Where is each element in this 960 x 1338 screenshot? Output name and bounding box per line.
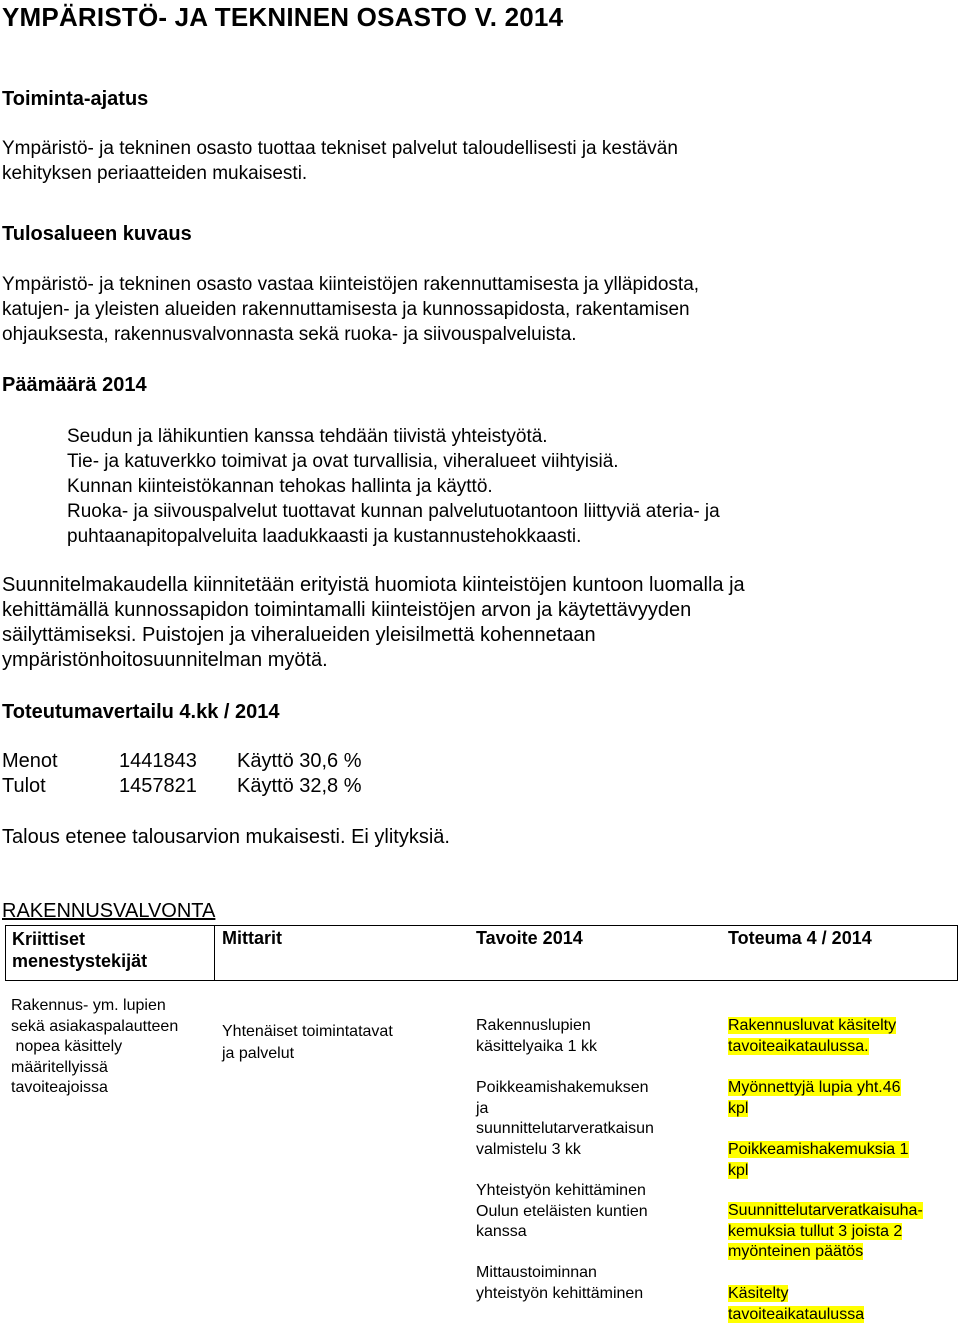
toteuma-block-5 <box>728 1284 864 1325</box>
toiminta-line: kehityksen periaatteiden mukaisesti. <box>2 163 308 184</box>
suunnitelma-text <box>2 573 745 673</box>
header-toteuma: Toteuma 4 / 2014 <box>728 928 872 948</box>
col4-highlight: myönteinen päätös <box>728 1243 864 1260</box>
col3-line: Rakennuslupien <box>476 1017 591 1034</box>
col4-line <box>728 1242 923 1263</box>
col-kriittiset <box>11 996 178 1099</box>
toteuma-block-2 <box>728 1078 901 1119</box>
toteuma-block-3 <box>728 1140 909 1181</box>
col4-line <box>728 1284 864 1305</box>
col1-line: nopea käsittely <box>11 1038 123 1055</box>
col4-highlight: kpl <box>728 1161 749 1179</box>
toteuma-block-4 <box>728 1201 923 1263</box>
document-title: YMPÄRISTÖ- JA TEKNINEN OSASTO V. 2014 <box>2 2 564 32</box>
col1-line: sekä asiakaspalautteen <box>11 1017 179 1035</box>
suunnitelma-line: Suunnitelmakaudella kiinnitetään erityistä huomiota kiinteistöjen kuntoon luomalla ja <box>2 574 745 596</box>
col-mittarit <box>222 1021 393 1065</box>
header-kriittiset <box>12 928 147 972</box>
suunnitelma-line: säilyttämiseksi. Puistojen ja viheralueiden yleisilmettä kohennetaan <box>2 624 596 646</box>
col4-line <box>728 1222 923 1243</box>
col4-line <box>728 1140 909 1161</box>
tavoite-block-1 <box>476 1016 597 1057</box>
tulosalue-heading: Tulosalueen kuvaus <box>2 223 192 245</box>
col3-line: ja <box>476 1099 489 1117</box>
paamaara-item: Seudun ja lähikuntien kanssa tehdään tiivistä yhteistyötä. <box>67 426 548 447</box>
paamaara-item: puhtaanapitopalveluita laadukkaasti ja kustannustehokkaasti. <box>67 526 582 547</box>
col3-line: Oulun eteläisten kuntien <box>476 1202 648 1220</box>
col3-line: suunnittelutarveratkaisun <box>476 1120 654 1137</box>
toiminta-line: Ympäristö- ja tekninen osasto tuottaa tekniset palvelut taloudellisesti ja kestävän <box>2 138 678 159</box>
tavoite-block-3 <box>476 1181 648 1243</box>
table-border-right <box>957 925 958 980</box>
table-border-top <box>5 925 958 926</box>
header-kriittiset-line: Kriittiset <box>12 929 86 949</box>
table-border-left <box>5 925 6 980</box>
tulosalue-text <box>2 272 699 347</box>
header-tavoite: Tavoite 2014 <box>476 928 583 948</box>
suunnitelma-line: ympäristönhoitosuunnitelman myötä. <box>2 649 328 671</box>
col1-line: Rakennus- ym. lupien <box>11 997 166 1014</box>
col4-line <box>728 1305 864 1326</box>
col4-highlight: Myönnettyjä lupia yht.46 <box>728 1079 901 1096</box>
col2-line: ja palvelut <box>222 1045 295 1062</box>
tulosalue-line: ohjauksesta, rakennusvalvonnasta sekä ruoka- ja siivouspalveluista. <box>2 324 577 345</box>
col3-line: käsittelyaika 1 kk <box>476 1037 597 1055</box>
paamaara-item: Tie- ja katuverkko toimivat ja ovat turvallisia, viheralueet viihtyisiä. <box>67 451 619 472</box>
col3-line: Mittaustoiminnan <box>476 1264 597 1281</box>
col4-highlight: Rakennusluvat käsitelty <box>728 1017 897 1034</box>
paamaara-item: Ruoka- ja siivouspalvelut tuottavat kunnan palvelutuotantoon liittyviä ateria- ja <box>67 501 720 522</box>
toteutuma-row-tulot-label: Tulot <box>2 775 46 797</box>
col3-line: Poikkeamishakemuksen <box>476 1079 649 1096</box>
paamaara-item: Kunnan kiinteistökannan tehokas hallinta ja käyttö. <box>67 476 493 497</box>
toteutuma-row-menot-usage: Käyttö 30,6 % <box>237 750 362 772</box>
suunnitelma-line: kehittämällä kunnossapidon toimintamalli kiinteistöjen arvon ja käytettävyyden <box>2 599 692 621</box>
col4-highlight: kpl <box>728 1099 749 1117</box>
toteutuma-heading: Toteutumavertailu 4.kk / 2014 <box>2 701 280 723</box>
tavoite-block-2 <box>476 1078 654 1160</box>
col1-line: määritellyissä <box>11 1058 108 1076</box>
col3-line: Yhteistyön kehittäminen <box>476 1182 646 1199</box>
col4-line <box>728 1016 896 1037</box>
col3-line: valmistelu 3 kk <box>476 1140 581 1158</box>
col2-line: Yhtenäiset toimintatavat <box>222 1023 393 1040</box>
tulosalue-line: Ympäristö- ja tekninen osasto vastaa kiinteistöjen rakennuttamisesta ja ylläpidosta, <box>2 274 700 295</box>
header-kriittiset-line: menestystekijät <box>12 951 148 971</box>
table-row-divider <box>5 980 958 981</box>
col4-line <box>728 1037 896 1058</box>
toteutuma-row-tulot-usage: Käyttö 32,8 % <box>237 775 362 797</box>
col4-highlight: tavoiteaikataulussa <box>728 1305 865 1323</box>
toteutuma-summary: Talous etenee talousarvion mukaisesti. Ei ylityksiä. <box>2 826 450 848</box>
tavoite-block-4 <box>476 1263 643 1304</box>
toteuma-block-1 <box>728 1016 896 1057</box>
toiminta-text <box>2 136 678 186</box>
col4-line <box>728 1161 909 1182</box>
paamaara-heading: Päämäärä 2014 <box>2 374 147 396</box>
paamaara-list <box>67 424 720 549</box>
toteutuma-row-menot-label: Menot <box>2 750 58 772</box>
col4-highlight: Suunnittelutarveratkaisuha- <box>728 1202 923 1219</box>
col4-highlight: Poikkeamishakemuksia 1 <box>728 1141 909 1158</box>
header-mittarit: Mittarit <box>222 928 282 948</box>
tulosalue-line: katujen- ja yleisten alueiden rakennuttamisesta ja kunnossapidosta, rakentamisen <box>2 299 690 320</box>
toiminta-heading: Toiminta-ajatus <box>2 88 149 110</box>
col4-highlight: Käsitelty <box>728 1285 789 1302</box>
col4-line <box>728 1201 923 1222</box>
toteutuma-row-tulot-value: 1457821 <box>119 775 197 797</box>
col3-line: yhteistyön kehittäminen <box>476 1284 644 1302</box>
col1-line: tavoiteajoissa <box>11 1079 108 1096</box>
toteutuma-row-menot-value: 1441843 <box>119 750 197 772</box>
col4-highlight: kemuksia tullut 3 joista 2 <box>728 1222 903 1240</box>
rakennusvalvonta-heading: RAKENNUSVALVONTA <box>2 900 216 922</box>
col4-line <box>728 1078 901 1099</box>
col4-line <box>728 1099 901 1120</box>
table-col-divider <box>214 925 215 980</box>
col4-highlight: tavoiteaikataulussa. <box>728 1037 869 1055</box>
col3-line: kanssa <box>476 1223 527 1240</box>
